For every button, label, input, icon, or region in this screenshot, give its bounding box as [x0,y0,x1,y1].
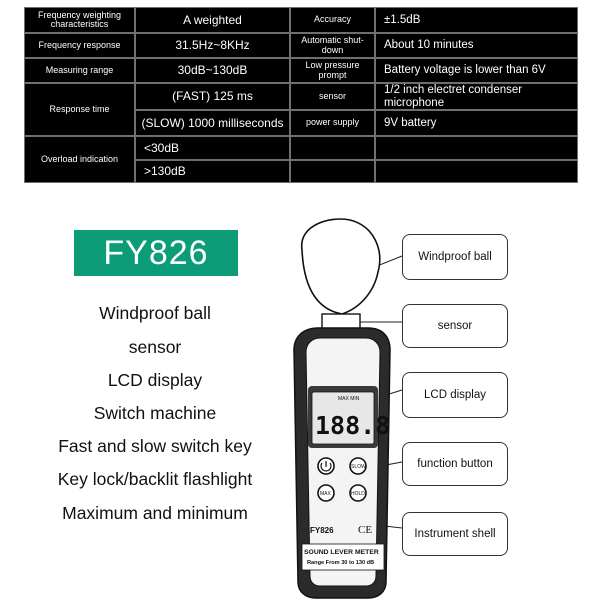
spec-label-response-time: Response time [24,83,135,136]
sound-level-meter-illustration [280,210,410,600]
spec-value-weighting: A weighted [135,7,290,33]
name-plate [302,544,384,570]
model-badge: FY826 [74,230,238,276]
device-model-label: FY826 [310,526,334,535]
spec-label-low-pressure: Low pressure prompt [290,58,375,83]
name-plate-title: SOUND LEVER METER [304,549,379,556]
feature-item: Windproof ball [99,303,211,323]
spec-value-overload-high: >130dB [135,160,290,183]
feature-item: Switch machine [93,403,217,423]
spec-value-overload-low: <30dB [135,136,290,160]
spec-value-shutdown: About 10 minutes [375,33,578,58]
callout-windproof-ball: Windproof ball [402,234,508,280]
spec-value-sensor: 1/2 inch electret condenser microphone [375,83,578,110]
spec-label-power: power supply [290,110,375,136]
spec-value-frequency-response: 31.5Hz~8KHz [135,33,290,58]
lcd-top-text: MAX MIN [338,396,360,402]
callout-lcd-display: LCD display [402,372,508,418]
spec-label-overload: Overload indication [24,136,135,183]
callout-sensor: sensor [402,304,508,348]
windproof-ball-shape [302,219,380,314]
hold-button-label: HOLD [351,491,365,497]
feature-item: Fast and slow switch key [58,436,252,456]
spec-value-response-slow: (SLOW) 1000 milliseconds [135,110,290,136]
spec-value-accuracy: ±1.5dB [375,7,578,33]
spec-label-measuring-range: Measuring range [24,58,135,83]
callout-function-button: function button [402,442,508,486]
spec-label-shutdown: Automatic shut-down [290,33,375,58]
feature-item: LCD display [107,370,203,390]
slow-button-label: SLOW [351,464,366,470]
spec-value-power: 9V battery [375,110,578,136]
spec-value-low-pressure: Battery voltage is lower than 6V [375,58,578,83]
spec-label-sensor: sensor [290,83,375,110]
spec-label-frequency-response: Frequency response [24,33,135,58]
feature-item: sensor [128,337,182,357]
callout-instrument-shell: Instrument shell [402,512,508,556]
spec-value-measuring-range: 30dB~130dB [135,58,290,83]
feature-item: Key lock/backlit flashlight [57,469,253,489]
max-button-label: MAX [320,491,331,497]
spec-label-weighting: Frequency weighting characteristics [24,7,135,33]
feature-item: Maximum and minimum [62,503,248,523]
spec-value-response-fast: (FAST) 125 ms [135,83,290,110]
lcd-digits: 188.8 [315,411,391,440]
name-plate-range: Range From 30 to 130 dB [307,560,375,566]
ce-mark: CE [358,524,373,536]
spec-label-accuracy: Accuracy [290,7,375,33]
